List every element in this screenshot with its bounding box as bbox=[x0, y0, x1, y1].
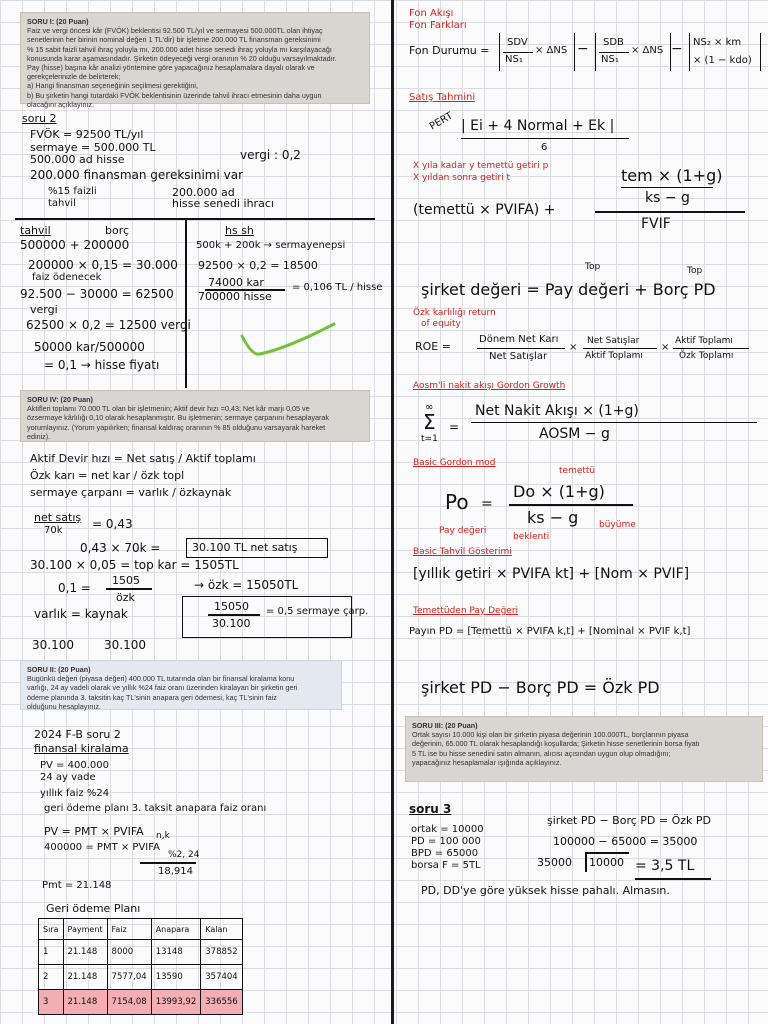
roe-f2-bottom: Aktif Toplamı bbox=[585, 351, 643, 361]
table-cell: 1 bbox=[39, 940, 64, 965]
top-label-1: Top bbox=[585, 262, 601, 272]
hisse-sermaye: 500k + 200k → sermayenepsi bbox=[196, 240, 346, 251]
table-cell: 3 bbox=[39, 990, 64, 1015]
eps-tahvil-top: 50000 kar/500000 bbox=[34, 340, 145, 354]
pert-label: PERT bbox=[427, 110, 455, 133]
table-cell: 13590 bbox=[151, 965, 201, 990]
question-4-line: yorumlayınız. (Yorum yapılırken; finansal kaldıraç oranının % 85 olduğunu varsayarak hareket bbox=[27, 422, 326, 432]
finansman-line: 200.000 finansman gereksinimi var bbox=[30, 168, 244, 182]
right-column bbox=[395, 0, 768, 1024]
roe-mul-2: × bbox=[661, 342, 670, 353]
leasing-title: 2024 F-B soru 2 bbox=[34, 728, 121, 741]
hisse-eps: = 0,106 TL / hisse bbox=[292, 282, 383, 293]
division-bracket bbox=[585, 852, 587, 872]
faiz-calc: 200000 × 0,15 = 30.000 bbox=[28, 258, 178, 272]
question-1-line: gerekçelerinizle de belirterek; bbox=[27, 72, 121, 82]
vergi-calc: 62500 × 0,2 = 12500 vergi bbox=[26, 318, 191, 332]
check-mark-icon bbox=[238, 318, 338, 360]
fd-bracket-3 bbox=[689, 33, 761, 71]
sum-lower-limit: t=1 bbox=[421, 434, 438, 444]
fon-durumu-label: Fon Durumu = bbox=[409, 44, 490, 57]
fd-term1-top: SDV bbox=[507, 37, 528, 48]
fd-bracket-2 bbox=[595, 33, 671, 71]
question-2-heading: SORU II: (20 Puan) bbox=[27, 665, 91, 674]
question-1-line: a) Hangi finansman seçeneğinin seçilmesi gerektiğini, bbox=[27, 81, 198, 91]
table-cell: 357404 bbox=[201, 965, 242, 990]
soru3-result: = 3,5 TL bbox=[635, 858, 695, 874]
table-header-cell: Faiz bbox=[107, 919, 151, 940]
soru3-conclusion: PD, DD'ye göre yüksek hisse pahalı. Almasın. bbox=[421, 884, 670, 897]
sirket-degeri-formula: şirket değeri = Pay değeri + Borç PD bbox=[421, 280, 716, 299]
pmt-equation: 400000 = PMT × PVIFA bbox=[44, 842, 160, 853]
bpd-line: BPD = 65000 bbox=[411, 848, 479, 859]
sirket-pd-formula: şirket PD − Borç PD = Özk PD bbox=[421, 678, 660, 697]
hisse-adet-label: 200.000 ad bbox=[172, 186, 235, 199]
sum-upper-limit: ∞ bbox=[425, 402, 434, 413]
fon-farklari-label: Fon Farkları bbox=[409, 20, 467, 31]
plan-question-line: geri ödeme planı 3. taksit anapara faiz oranı bbox=[44, 803, 267, 814]
temettu-note-2: X yıldan sonra getiri t bbox=[413, 173, 510, 183]
question-4-heading: SORU IV: (20 Puan) bbox=[27, 395, 93, 404]
table-cell: 336556 bbox=[201, 990, 242, 1015]
varlik-kaynak: varlık = kaynak bbox=[34, 607, 128, 621]
hisse-ihrac-label: hisse senedi ihracı bbox=[172, 197, 274, 210]
roe-label: ROE = bbox=[415, 340, 451, 353]
question-2-line: varlığı, 24 ay vadeli olarak ve yıllık %24 faiz oranı üzerinden kiralayan bir şirketin geri bbox=[27, 683, 298, 693]
hisse-vergi: 92500 × 0,2 = 18500 bbox=[198, 259, 318, 272]
tem-pvifa-left: (temettü × PVIFA) + bbox=[413, 202, 556, 218]
temettu-note-1: X yıla kadar y temettü getiri p bbox=[413, 161, 549, 171]
tem-growth-bottom: FVIF bbox=[641, 216, 671, 232]
roe-f3-bottom: Özk Toplamı bbox=[679, 351, 734, 361]
question-4-line: özsermaye kârlılığı 0,10 olarak hesaplanmıştır. Bu işletmenin; sermaye çarpanını hesaplayarak bbox=[27, 413, 330, 423]
division-bar bbox=[585, 852, 629, 854]
question-3-line: değerinin, 65.000 TL olarak hesaplandığı koşullarda; Şirketin hisse senetlerinin borsa fiyatı bbox=[412, 739, 700, 749]
ozk-eq-left: 0,1 = bbox=[58, 581, 91, 595]
roe-f1-top: Dönem Net Karı bbox=[479, 334, 559, 345]
question-3-line: 5 TL ise bu hisse senedini satın almanın, alıcısı açısından uygun olup olmadığını; bbox=[412, 748, 671, 758]
tahvil-label: tahvil bbox=[48, 198, 76, 209]
eps-tahvil-bottom: = 0,1 → hisse fiyatı bbox=[44, 358, 160, 372]
temettu-pay-title: Temettüden Pay Değeri bbox=[413, 606, 519, 616]
basic-tahvil-title: Basic Tahvil Gösterimi bbox=[413, 547, 512, 557]
question-2-snippet bbox=[20, 660, 342, 710]
tahvil-sums: 500000 + 200000 bbox=[20, 238, 130, 252]
roe-f3-top: Aktif Toplamı bbox=[675, 336, 733, 346]
question-1-line: senetlerinin her birinin nominal değeri 1 TL'dir) bir işletme 200.000 TL finansman gereksinimi bbox=[27, 35, 321, 45]
table-cell: 2 bbox=[39, 965, 64, 990]
ozk-karlilik-title-1: Özk karlılığı return bbox=[413, 308, 496, 318]
question-4-snippet bbox=[20, 390, 370, 442]
soru3-division-left: 35000 bbox=[537, 856, 572, 869]
tahvil-formula: [yıllık getiri × PVIFA kt] + [Nom × PVIF] bbox=[413, 566, 690, 582]
question-3-line: Ortak sayısı 10.000 kişi olan bir şirketin piyasa değerinin 100.000TL, borçlarının piyasa bbox=[412, 730, 689, 740]
temettu-annotation: temettü bbox=[559, 466, 596, 476]
sum-equals: = bbox=[449, 420, 460, 434]
gordon-numerator: Net Nakit Akışı × (1+g) bbox=[475, 403, 639, 419]
po-numerator: Do × (1+g) bbox=[513, 482, 605, 501]
column-divider bbox=[391, 0, 394, 1024]
table-cell: 378852 bbox=[201, 940, 242, 965]
fd-term1-mul: × ΔNS bbox=[535, 45, 568, 56]
net-satis-calc: 0,43 × 70k = bbox=[80, 541, 161, 555]
pert-divisor: 6 bbox=[541, 142, 548, 153]
vergi-line: vergi : 0,2 bbox=[240, 148, 301, 162]
table-cell: 13993,92 bbox=[151, 990, 201, 1015]
gordon-bar bbox=[471, 422, 757, 423]
pert-formula: | Ei + 4 Normal + Ek | bbox=[461, 118, 615, 134]
top-kar-calc: 30.100 × 0,05 = top kar = 1505TL bbox=[30, 558, 239, 572]
vade-line: 24 ay vade bbox=[40, 772, 96, 783]
ozk-fraction-bar bbox=[106, 588, 152, 590]
table-cell: 8000 bbox=[107, 940, 151, 965]
roe-f3-bar bbox=[673, 348, 749, 349]
vergi-label: vergi bbox=[30, 303, 58, 316]
pv-formula: PV = PMT × PVIFA bbox=[44, 825, 144, 838]
hisse-heading: hs sh bbox=[225, 224, 254, 237]
gordon-denominator: AOSM − g bbox=[539, 426, 610, 442]
buyume-annotation: büyüme bbox=[599, 520, 636, 530]
pv-line: PV = 400.000 bbox=[40, 760, 109, 771]
pv-formula-subscript: n,k bbox=[156, 831, 170, 841]
ozk-karlilik-title-2: of equity bbox=[421, 319, 461, 329]
roe-f1-bar bbox=[477, 348, 565, 349]
fvok-line: FVÖK = 92500 TL/yıl bbox=[30, 128, 144, 141]
table-row bbox=[39, 940, 243, 965]
ozk-result: → özk = 15050TL bbox=[194, 578, 299, 592]
question-2-line: Bugünkü değeri (piyasa değeri) 400.000 TL tutarında olan bir finansal kiralama konu bbox=[27, 674, 295, 684]
table-cell: 7154,08 bbox=[107, 990, 151, 1015]
faiz-label: faiz ödenecek bbox=[32, 272, 102, 283]
beklenti-annotation: beklenti bbox=[513, 532, 550, 542]
roe-f1-bottom: Net Satışlar bbox=[489, 351, 548, 362]
question-1-line: Faiz ve vergi öncesi kâr (FVÖK) beklentisi 92.500 TL/yıl ve sermayesi 500.000TL olan ihtiyaç bbox=[27, 26, 323, 36]
question-3-line: yapacağınız hesaplamalar ışığında açıklayınız. bbox=[412, 757, 562, 767]
t-table-hline bbox=[15, 218, 375, 220]
repayment-table bbox=[38, 918, 243, 1015]
hisse-fraction-bar bbox=[205, 289, 285, 291]
tem-growth-bar-2 bbox=[595, 211, 745, 213]
payin-pd-formula: Payın PD = [Temettü × PVIFA k,t] + [Nominal × PVIF k,t] bbox=[409, 626, 691, 637]
sermaye-carpani-formula: sermaye çarpanı = varlık / özkaynak bbox=[30, 486, 232, 499]
net-satis-boxed: 30.100 TL net satış bbox=[192, 541, 298, 554]
ortak-line: ortak = 10000 bbox=[411, 824, 484, 835]
question-1-line: % 15 sabit faizli tahvil ihraç yoluyla mı, 200.000 adet hisse senedi ihraç yoluyla mı karşılayacağı bbox=[27, 44, 332, 54]
question-1-snippet bbox=[20, 12, 370, 109]
table-header-cell: Sıra bbox=[39, 919, 64, 940]
question-1-line: konusunda karar aşamasındadır. Şirketin ödeyeceği vergi oranının % 20 olduğu varsayılmaktadır. bbox=[27, 53, 337, 63]
question-3-heading: SORU III: (20 Puan) bbox=[412, 721, 478, 730]
question-2-line: olduğunu hesaplayınız. bbox=[27, 701, 101, 711]
pay-degeri-annotation: Pay değeri bbox=[439, 526, 487, 536]
table-cell: 13148 bbox=[151, 940, 201, 965]
sum-symbol: Σ bbox=[423, 410, 436, 434]
table-header-cell: Anapara bbox=[151, 919, 201, 940]
ozk-eq-denominator: özk bbox=[116, 591, 135, 604]
gordon-title: Aosm'li nakit akışı Gordon Growth bbox=[413, 381, 566, 391]
t-table-vline bbox=[185, 218, 187, 388]
borc-heading: borç bbox=[105, 224, 130, 237]
plan-title: Geri ödeme Planı bbox=[46, 902, 141, 915]
pd-line: PD = 100 000 bbox=[411, 836, 481, 847]
table-cell: 21.148 bbox=[63, 965, 107, 990]
fd-term2-top: SDB bbox=[603, 37, 624, 48]
sc-numerator: 15050 bbox=[214, 600, 249, 613]
fd-term3-top: NS₂ × km bbox=[693, 37, 742, 48]
hisse-adet: 700000 hisse bbox=[198, 290, 272, 303]
fd-bracket-1 bbox=[499, 33, 575, 71]
po-bar bbox=[509, 504, 633, 506]
fd-minus-1: − bbox=[577, 41, 589, 57]
question-4-line: ediniz). bbox=[27, 431, 51, 441]
po-symbol: Po bbox=[445, 490, 469, 514]
soru3-calc: 100000 − 65000 = 35000 bbox=[553, 835, 698, 848]
fd-term1-bottom: NS₁ bbox=[505, 54, 523, 65]
table-row bbox=[39, 965, 243, 990]
question-1-line: b) Bu şirketin hangi tutardaki FVÖK beklentisinin üzerinde tahvil ihracı etmesinin daha uygun bbox=[27, 90, 322, 100]
varlik-value: 30.100 bbox=[32, 638, 74, 652]
table-row-highlighted bbox=[39, 990, 243, 1015]
table-cell: 7577,04 bbox=[107, 965, 151, 990]
tahvil-heading: tahvil bbox=[20, 224, 51, 237]
pvifa-value: 18,914 bbox=[158, 866, 193, 877]
roe-f2-top: Net Satışlar bbox=[587, 336, 640, 346]
pmt-equation-subscript: %2, 24 bbox=[168, 850, 200, 860]
kaynak-value: 30.100 bbox=[104, 638, 146, 652]
top-label-2: Top bbox=[687, 266, 703, 276]
aktif-devir-formula: Aktif Devir hızı = Net satış / Aktif toplamı bbox=[30, 452, 256, 465]
tem-growth-middle: ks − g bbox=[645, 190, 690, 206]
question-3-snippet bbox=[405, 716, 763, 782]
net-satis-result: = 0,43 bbox=[92, 517, 133, 531]
tem-growth-bar-1 bbox=[621, 187, 713, 188]
sermaye-carpani-box bbox=[182, 596, 352, 638]
faizli-label: %15 faizli bbox=[48, 186, 97, 197]
sermaye-line: sermaye = 500.000 TL bbox=[30, 141, 156, 154]
sc-result: = 0,5 sermaye çarp. bbox=[266, 606, 369, 617]
tem-growth-numerator: tem × (1+g) bbox=[621, 166, 723, 185]
soru3-division-right: 10000 bbox=[589, 856, 624, 869]
question-1-heading: SORU I: (20 Puan) bbox=[27, 17, 89, 26]
question-2-line: ödeme planında 3. taksitin kaç TL'sinin anapara geri ödemesi, kaç TL'sinin faiz bbox=[27, 692, 277, 702]
fd-minus-2: − bbox=[671, 41, 683, 57]
pmt-result: Pmt = 21.148 bbox=[42, 880, 112, 891]
table-cell: 21.148 bbox=[63, 990, 107, 1015]
roe-f2-bar bbox=[583, 348, 657, 349]
soru2-title: soru 2 bbox=[22, 112, 57, 125]
faiz-orani-line: yıllık faiz %24 bbox=[40, 788, 110, 799]
pert-fraction-bar bbox=[461, 138, 629, 139]
result-underline bbox=[635, 878, 711, 880]
adet-line: 500.000 ad hisse bbox=[30, 153, 125, 166]
hisse-kar: 74000 kar bbox=[208, 276, 264, 289]
table-header-row bbox=[39, 919, 243, 940]
question-1-line: Pay (hisse) başına kâr analizi yöntemine göre yapacağınız hesaplamalara dayalı olarak ve bbox=[27, 63, 315, 73]
po-denominator: ks − g bbox=[527, 508, 579, 527]
table-cell: 21.148 bbox=[63, 940, 107, 965]
table-header-cell: Payment bbox=[63, 919, 107, 940]
fd-term2-bottom: NS₁ bbox=[601, 54, 619, 65]
net-satis-denominator: 70k bbox=[44, 525, 63, 536]
fd-term3-bottom: × (1 − kdo) bbox=[693, 55, 752, 66]
fon-akisi-label: Fon Akışı bbox=[409, 8, 454, 19]
satis-tahmini-label: Satış Tahmini bbox=[409, 92, 476, 103]
pvifa-underline bbox=[140, 862, 196, 864]
ozk-eq-numerator: 1505 bbox=[112, 574, 140, 587]
question-4-line: Aktifleri toplamı 70.000 TL olan bir işletmenin; Aktif devir hızı =0,43; Net kâr marjı 0,05 ve bbox=[27, 404, 310, 414]
sc-denominator: 30.100 bbox=[212, 617, 251, 630]
ozk-kar-formula: Özk karı = net kar / özk topl bbox=[30, 469, 185, 482]
roe-mul-1: × bbox=[569, 342, 578, 353]
leasing-subtitle: finansal kiralama bbox=[34, 742, 129, 755]
soru3-formula: şirket PD − Borç PD = Özk PD bbox=[547, 814, 711, 827]
soru3-title: soru 3 bbox=[409, 802, 452, 816]
question-1-line: olacağını açıklayınız. bbox=[27, 99, 95, 109]
po-equals: = bbox=[481, 496, 493, 512]
table-header-cell: Kalan bbox=[201, 919, 242, 940]
kar-calc: 92.500 − 30000 = 62500 bbox=[20, 287, 174, 301]
sc-fraction-bar bbox=[208, 614, 260, 616]
basic-gordon-title: Basic Gordon mod bbox=[413, 458, 496, 468]
borsa-line: borsa F = 5TL bbox=[411, 860, 481, 871]
net-satis-numerator: net satış bbox=[34, 511, 82, 524]
fd-term2-mul: × ΔNS bbox=[631, 45, 664, 56]
